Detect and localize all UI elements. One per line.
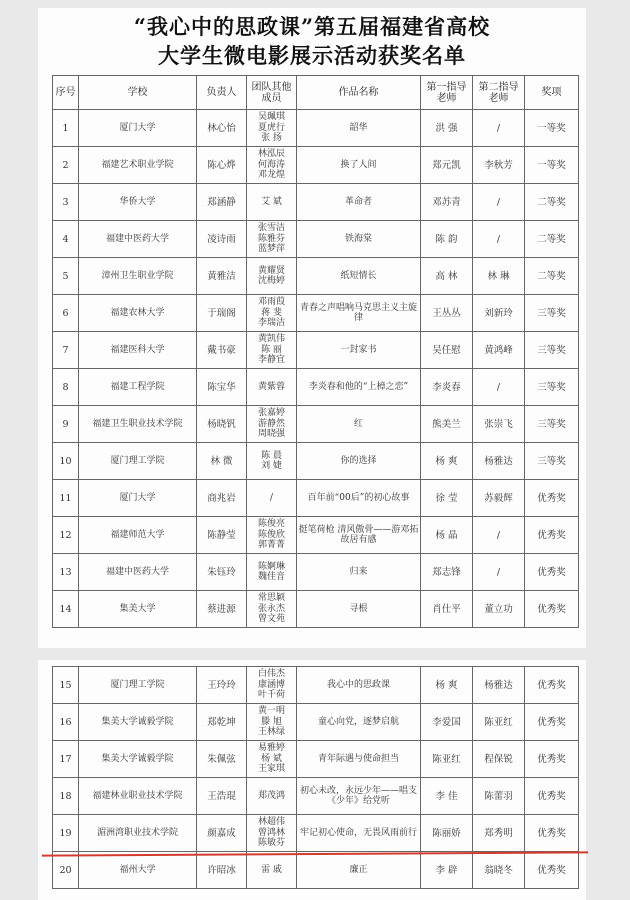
- members-cell: 邓雨葭 蒋 斐 李瑞洁: [247, 295, 297, 332]
- table-row: [53, 369, 579, 406]
- leader-cell: 朱佩弦: [197, 741, 247, 778]
- members-cell: 张雪洁 陈雅芬 蓝梦萍: [247, 221, 297, 258]
- header-school: 学校: [79, 76, 197, 110]
- leader-cell: 王浩琨: [197, 778, 247, 815]
- row-number: 16: [53, 704, 79, 741]
- award-cell: 优秀奖: [525, 591, 579, 628]
- row-number: 14: [53, 591, 79, 628]
- members-cell: 吴珮琪 夏虎行 张 扬: [247, 110, 297, 147]
- work-title-cell: 韶华: [297, 110, 421, 147]
- teacher-1-cell: 郑元凯: [421, 147, 473, 184]
- award-table-part-1: [52, 75, 579, 628]
- teacher-2-cell: 张崇飞: [473, 406, 525, 443]
- school-cell: 集美大学诚毅学院: [79, 741, 197, 778]
- award-cell: 三等奖: [525, 443, 579, 480]
- school-cell: 漳州卫生职业学院: [79, 258, 197, 295]
- teacher-2-cell: 苏毅辉: [473, 480, 525, 517]
- members-cell: 林超伟 曾鸿林 陈敏芬: [247, 815, 297, 852]
- work-title-cell: 红: [297, 406, 421, 443]
- teacher-1-cell: 杨 爽: [421, 443, 473, 480]
- row-number: 9: [53, 406, 79, 443]
- leader-cell: 陈静莹: [197, 517, 247, 554]
- leader-cell: 于瑞阁: [197, 295, 247, 332]
- members-cell: 白伟杰 康涵博 叶千荷: [247, 667, 297, 704]
- school-cell: 厦门理工学院: [79, 443, 197, 480]
- work-title-cell: 青春之声唱响马克思主义主旋律: [297, 295, 421, 332]
- school-cell: 厦门大学: [79, 480, 197, 517]
- members-cell: 黄一明 滕 旭 王林绿: [247, 704, 297, 741]
- work-title-cell: 百年前“00后”的初心故事: [297, 480, 421, 517]
- table-row: [53, 815, 579, 852]
- table-row: [53, 221, 579, 258]
- teacher-1-cell: 王丛丛: [421, 295, 473, 332]
- row-number: 7: [53, 332, 79, 369]
- table-row: [53, 110, 579, 147]
- school-cell: 福建卫生职业技术学院: [79, 406, 197, 443]
- row-number: 13: [53, 554, 79, 591]
- leader-cell: 郑涵静: [197, 184, 247, 221]
- members-cell: 黄紫蓉: [247, 369, 297, 406]
- members-cell: 陈婀琳 魏佳音: [247, 554, 297, 591]
- award-cell: 二等奖: [525, 258, 579, 295]
- teacher-1-cell: 邓苏青: [421, 184, 473, 221]
- members-cell: 雷 戚: [247, 852, 297, 889]
- school-cell: 福建农林大学: [79, 295, 197, 332]
- teacher-2-cell: 李秋芳: [473, 147, 525, 184]
- school-cell: 厦门理工学院: [79, 667, 197, 704]
- work-title-cell: 革命者: [297, 184, 421, 221]
- row-number: 1: [53, 110, 79, 147]
- teacher-1-cell: 陈 韵: [421, 221, 473, 258]
- table-row: [53, 332, 579, 369]
- row-number: 5: [53, 258, 79, 295]
- award-cell: 三等奖: [525, 406, 579, 443]
- teacher-1-cell: 吴任慰: [421, 332, 473, 369]
- work-title-cell: 廉正: [297, 852, 421, 889]
- teacher-1-cell: 熊美兰: [421, 406, 473, 443]
- school-cell: 集美大学诚毅学院: [79, 704, 197, 741]
- leader-cell: 许昭冰: [197, 852, 247, 889]
- members-cell: 林泓辰 何海涛 邓龙煌: [247, 147, 297, 184]
- teacher-2-cell: /: [473, 184, 525, 221]
- leader-cell: 陈心烨: [197, 147, 247, 184]
- row-number: 6: [53, 295, 79, 332]
- work-title-cell: 你的选择: [297, 443, 421, 480]
- row-number: 8: [53, 369, 79, 406]
- leader-cell: 陈宝华: [197, 369, 247, 406]
- table-row: [53, 406, 579, 443]
- award-cell: 一等奖: [525, 110, 579, 147]
- work-title-cell: 寻根: [297, 591, 421, 628]
- header-members: 团队其他成员: [247, 76, 297, 110]
- leader-cell: 黄雅洁: [197, 258, 247, 295]
- teacher-2-cell: /: [473, 110, 525, 147]
- table-row: [53, 295, 579, 332]
- award-cell: 三等奖: [525, 369, 579, 406]
- teacher-1-cell: 肖仕平: [421, 591, 473, 628]
- award-cell: 二等奖: [525, 221, 579, 258]
- award-cell: 优秀奖: [525, 778, 579, 815]
- row-number: 20: [53, 852, 79, 889]
- school-cell: 湄洲湾职业技术学院: [79, 815, 197, 852]
- teacher-2-cell: 林 琳: [473, 258, 525, 295]
- header-teacher-2: 第二指导老师: [473, 76, 525, 110]
- work-title-cell: 换了人间: [297, 147, 421, 184]
- leader-cell: 郑乾坤: [197, 704, 247, 741]
- work-title-cell: 归来: [297, 554, 421, 591]
- leader-cell: 杨晓钒: [197, 406, 247, 443]
- teacher-2-cell: /: [473, 369, 525, 406]
- award-cell: 优秀奖: [525, 480, 579, 517]
- table-body-part-1: [53, 110, 579, 628]
- school-cell: 厦门大学: [79, 110, 197, 147]
- teacher-2-cell: 黄鸿峰: [473, 332, 525, 369]
- leader-cell: 蔡进源: [197, 591, 247, 628]
- teacher-2-cell: /: [473, 517, 525, 554]
- table-header-row: [53, 76, 579, 110]
- members-cell: 张嘉婷 游静然 周晓强: [247, 406, 297, 443]
- work-title-cell: 童心向党，逐梦启航: [297, 704, 421, 741]
- members-cell: 郑茂鸿: [247, 778, 297, 815]
- document-title: [38, 12, 586, 70]
- members-cell: /: [247, 480, 297, 517]
- award-cell: 三等奖: [525, 332, 579, 369]
- award-cell: 优秀奖: [525, 667, 579, 704]
- table-row: [53, 147, 579, 184]
- row-number: 18: [53, 778, 79, 815]
- title-line-1: “我心中的思政课”第五届福建省高校: [133, 14, 491, 39]
- header-award: 奖项: [525, 76, 579, 110]
- table-row: [53, 741, 579, 778]
- leader-cell: 王玲玲: [197, 667, 247, 704]
- teacher-2-cell: 陈亚红: [473, 704, 525, 741]
- row-number: 10: [53, 443, 79, 480]
- teacher-2-cell: 刘新玲: [473, 295, 525, 332]
- row-number: 19: [53, 815, 79, 852]
- work-title-cell: 一封家书: [297, 332, 421, 369]
- members-cell: 黄耀贤 沈梅婷: [247, 258, 297, 295]
- teacher-2-cell: 杨雅达: [473, 667, 525, 704]
- row-number: 2: [53, 147, 79, 184]
- teacher-2-cell: 杨雅达: [473, 443, 525, 480]
- row-number: 4: [53, 221, 79, 258]
- teacher-2-cell: /: [473, 221, 525, 258]
- members-cell: 陈俊亮 陈俊欣 郭菁菁: [247, 517, 297, 554]
- members-cell: 常思颖 张永杰 曾文苑: [247, 591, 297, 628]
- row-number: 15: [53, 667, 79, 704]
- members-cell: 黄凯伟 陈 丽 李静宜: [247, 332, 297, 369]
- school-cell: 福建中医药大学: [79, 554, 197, 591]
- work-title-cell: 我心中的思政课: [297, 667, 421, 704]
- members-cell: 艾 斌: [247, 184, 297, 221]
- table-row: [53, 591, 579, 628]
- school-cell: 福建工程学院: [79, 369, 197, 406]
- leader-cell: 戴书豪: [197, 332, 247, 369]
- leader-cell: 朱钰玲: [197, 554, 247, 591]
- table-row: [53, 667, 579, 704]
- header-leader: 负责人: [197, 76, 247, 110]
- school-cell: 华侨大学: [79, 184, 197, 221]
- leader-cell: 林 微: [197, 443, 247, 480]
- header-teacher-1: 第一指导老师: [421, 76, 473, 110]
- teacher-1-cell: 陈丽娇: [421, 815, 473, 852]
- work-title-cell: 牢记初心使命，无畏风雨前行: [297, 815, 421, 852]
- row-number: 17: [53, 741, 79, 778]
- work-title-cell: 挺笔荷枪 清风傲骨——游邓拓故居有感: [297, 517, 421, 554]
- teacher-1-cell: 杨 晶: [421, 517, 473, 554]
- teacher-1-cell: 郑志锋: [421, 554, 473, 591]
- award-cell: 优秀奖: [525, 554, 579, 591]
- members-cell: 陈 晨 刘 婕: [247, 443, 297, 480]
- header-work: 作品名称: [297, 76, 421, 110]
- table-row: [53, 443, 579, 480]
- table-row: [53, 554, 579, 591]
- teacher-2-cell: 郑秀明: [473, 815, 525, 852]
- work-title-cell: 李炎春和他的“上樟之恋”: [297, 369, 421, 406]
- school-cell: 福州大学: [79, 852, 197, 889]
- award-cell: 优秀奖: [525, 704, 579, 741]
- school-cell: 福建师范大学: [79, 517, 197, 554]
- school-cell: 福建艺术职业学院: [79, 147, 197, 184]
- leader-cell: 颜嘉成: [197, 815, 247, 852]
- members-cell: 易雅婷 杨 斌 王家琪: [247, 741, 297, 778]
- teacher-1-cell: 高 林: [421, 258, 473, 295]
- teacher-1-cell: 陈亚红: [421, 741, 473, 778]
- table-row: [53, 258, 579, 295]
- award-cell: 一等奖: [525, 147, 579, 184]
- teacher-1-cell: 李 辟: [421, 852, 473, 889]
- work-title-cell: 青年际遇与使命担当: [297, 741, 421, 778]
- table-row: [53, 778, 579, 815]
- teacher-1-cell: 徐 莹: [421, 480, 473, 517]
- header-no: 序号: [53, 76, 79, 110]
- teacher-1-cell: 李爱国: [421, 704, 473, 741]
- school-cell: 集美大学: [79, 591, 197, 628]
- teacher-2-cell: 陈蕾羽: [473, 778, 525, 815]
- school-cell: 福建林业职业技术学院: [79, 778, 197, 815]
- table-row: [53, 517, 579, 554]
- leader-cell: 林心怡: [197, 110, 247, 147]
- teacher-2-cell: 董立功: [473, 591, 525, 628]
- award-cell: 优秀奖: [525, 741, 579, 778]
- school-cell: 福建中医药大学: [79, 221, 197, 258]
- teacher-1-cell: 李 佳: [421, 778, 473, 815]
- title-line-2: 大学生微电影展示活动获奖名单: [158, 43, 466, 68]
- teacher-1-cell: 李炎春: [421, 369, 473, 406]
- work-title-cell: 初心未改，永远少年——唱支《少年》给党听: [297, 778, 421, 815]
- teacher-1-cell: 洪 强: [421, 110, 473, 147]
- table-row: [53, 704, 579, 741]
- school-cell: 福建医科大学: [79, 332, 197, 369]
- teacher-2-cell: 程保锐: [473, 741, 525, 778]
- row-number: 12: [53, 517, 79, 554]
- leader-cell: 商兆岩: [197, 480, 247, 517]
- row-number: 3: [53, 184, 79, 221]
- award-cell: 优秀奖: [525, 815, 579, 852]
- award-cell: 三等奖: [525, 295, 579, 332]
- work-title-cell: 纸短情长: [297, 258, 421, 295]
- award-cell: 二等奖: [525, 184, 579, 221]
- teacher-1-cell: 杨 爽: [421, 667, 473, 704]
- table-row: [53, 184, 579, 221]
- teacher-2-cell: /: [473, 554, 525, 591]
- table-row: [53, 480, 579, 517]
- work-title-cell: 铁海棠: [297, 221, 421, 258]
- award-cell: 优秀奖: [525, 852, 579, 889]
- teacher-2-cell: 翁晓冬: [473, 852, 525, 889]
- award-cell: 优秀奖: [525, 517, 579, 554]
- row-number: 11: [53, 480, 79, 517]
- leader-cell: 凌诗雨: [197, 221, 247, 258]
- table-row: [53, 852, 579, 889]
